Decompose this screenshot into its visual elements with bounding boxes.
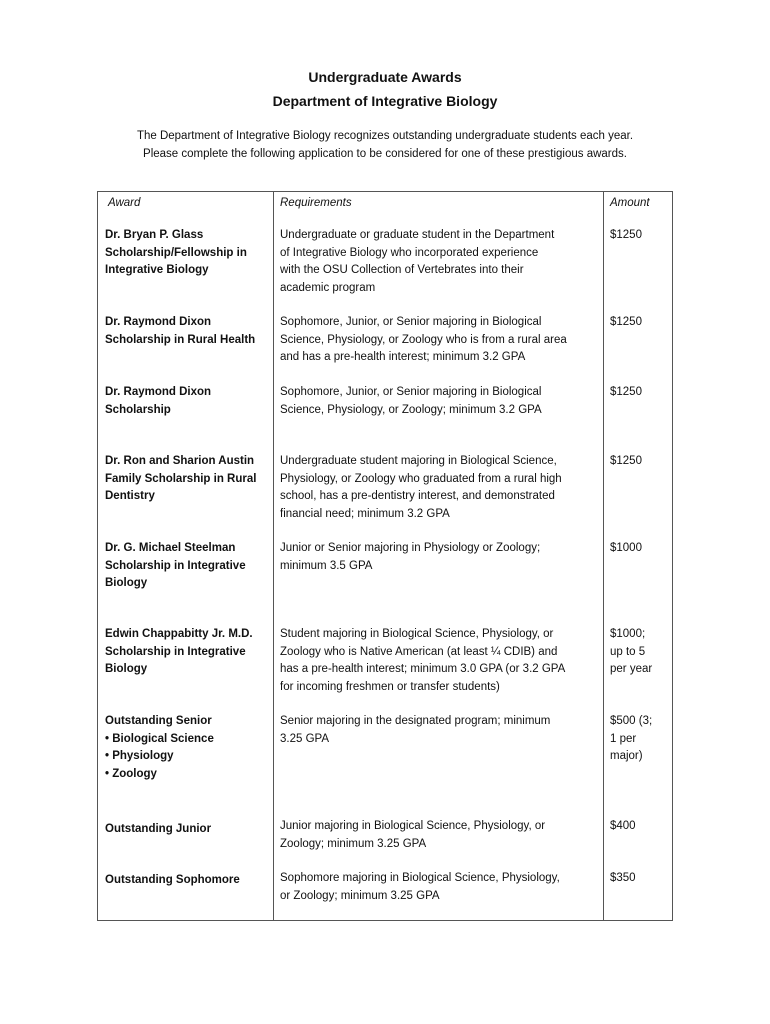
award-requirements: Sophomore, Junior, or Senior majoring in Biological Science, Physiology, or Zoology who is from a rural area and has a pre-health interest; minimum 3.2 GPA <box>280 316 567 363</box>
award-amount: $350 <box>610 872 636 884</box>
award-name: Dr. Raymond Dixon Scholarship <box>105 386 212 416</box>
bullet-item: • Physiology <box>105 750 174 762</box>
award-amount: $500 (3; 1 per major) <box>610 715 653 762</box>
award-amount: $1250 <box>610 386 642 398</box>
award-name: Edwin Chappabitty Jr. M.D. Scholarship in Integrative Biology <box>105 628 253 675</box>
award-amount: $1000; up to 5 per year <box>610 628 653 675</box>
requirements-column-header: Requirements <box>280 197 352 209</box>
award-name: Dr. G. Michael Steelman Scholarship in Integrative Biology <box>105 542 246 589</box>
bullet-item: • Biological Science <box>105 732 214 745</box>
award-requirements: Undergraduate student majoring in Biological Science, Physiology, or Zoology who graduated from a rural high school, has a pre-dentistry interest, and demonstrated financial need; minimum 3.2 GPA <box>280 455 562 520</box>
award-name: Outstanding Senior • Biological Science • Physiology • Zoology <box>105 713 267 783</box>
award-amount: $1250 <box>610 316 642 328</box>
award-requirements: Senior majoring in the designated program; minimum 3.25 GPA <box>280 715 551 745</box>
award-name: Dr. Ron and Sharion Austin Family Scholarship in Rural Dentistry <box>105 455 257 502</box>
award-requirements: Junior or Senior majoring in Physiology or Zoology; minimum 3.5 GPA <box>280 542 541 572</box>
awards-table <box>97 191 673 921</box>
column-divider <box>603 192 604 920</box>
bullet-item: • Zoology <box>105 767 157 780</box>
award-amount: $1250 <box>610 455 642 467</box>
department-title: Department of Integrative Biology <box>272 93 498 109</box>
award-amount: $1000 <box>610 542 642 554</box>
amount-column-header: Amount <box>610 197 650 209</box>
award-column-header: Award <box>108 197 141 209</box>
page-title: Undergraduate Awards <box>308 69 462 85</box>
award-requirements: Undergraduate or graduate student in the Department of Integrative Biology who incorporated experience with the OSU Collection of Vertebrates into their academic program <box>280 229 555 294</box>
award-requirements: Student majoring in Biological Science, Physiology, or Zoology who is Native American (at least ¼ CDIB) and has a pre-health interest; minimum 3.0 GPA (or 3.2 GPA for incoming freshmen or transfer students) <box>280 628 566 693</box>
award-requirements: Sophomore majoring in Biological Science, Physiology, or Zoology; minimum 3.25 GPA <box>280 872 560 902</box>
award-amount: $400 <box>610 820 636 832</box>
award-amount: $1250 <box>610 229 642 241</box>
award-requirements: Sophomore, Junior, or Senior majoring in Biological Science, Physiology, or Zoology; minimum 3.2 GPA <box>280 386 542 416</box>
award-name: Outstanding Junior <box>105 823 212 835</box>
award-requirements: Junior majoring in Biological Science, Physiology, or Zoology; minimum 3.25 GPA <box>280 820 546 850</box>
award-name: Outstanding Sophomore <box>105 874 240 886</box>
intro-text-line-2: Please complete the following application to be considered for one of these prestigious awards. <box>143 148 627 160</box>
intro-text-line-1: The Department of Integrative Biology recognizes outstanding undergraduate students each year. <box>136 130 634 142</box>
column-divider <box>273 192 274 920</box>
award-name: Dr. Bryan P. Glass Scholarship/Fellowship in Integrative Biology <box>105 229 247 276</box>
award-name: Dr. Raymond Dixon Scholarship in Rural Health <box>105 316 256 346</box>
